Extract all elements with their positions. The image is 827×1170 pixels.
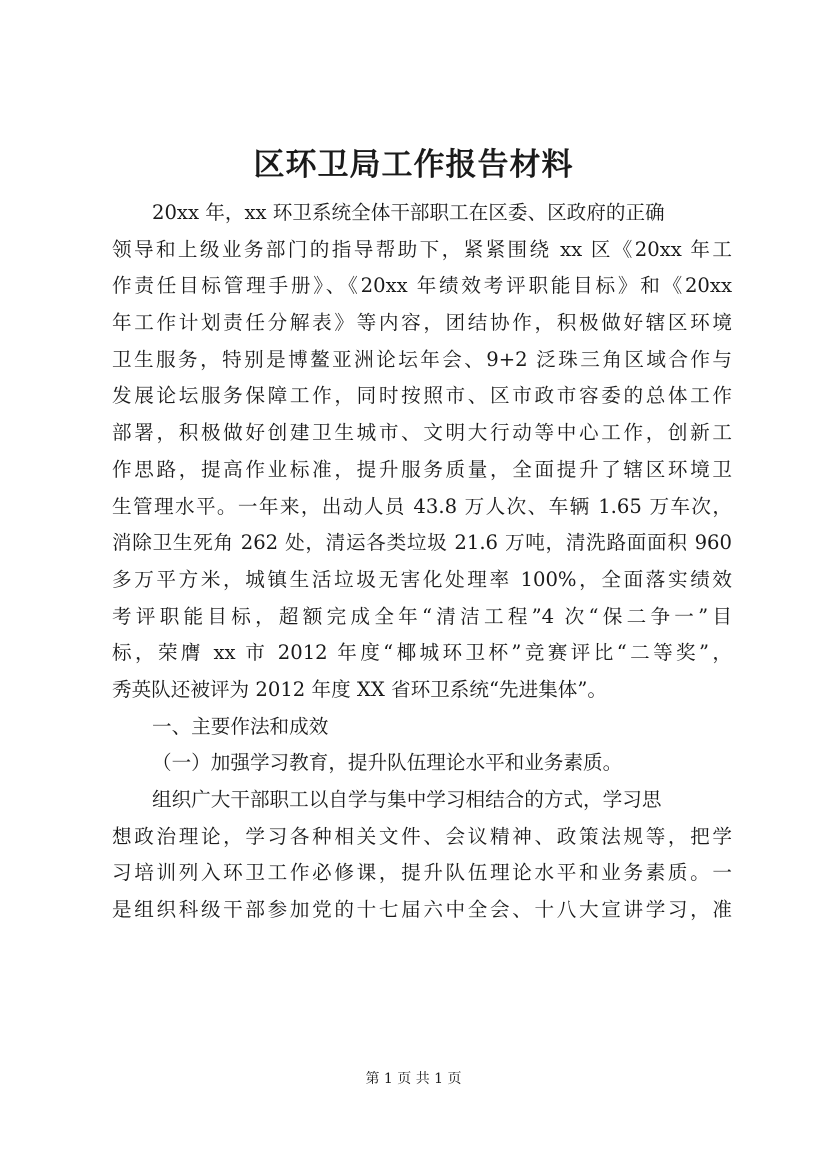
paragraph-line: 考评职能目标，超额完成全年“清洁工程”4 次“保二争一”目 (112, 604, 732, 628)
paragraph-line: 20xx 年，xx 环卫系统全体干部职工在区委、区政府的正确 (152, 201, 665, 224)
paragraph-line: 消除卫生死角 262 处，清运各类垃圾 21.6 万吨，清洗路面面积 960 (112, 531, 732, 555)
paragraph-line: 是组织科级干部参加党的十七届六中全会、十八大宣讲学习，准 (112, 898, 732, 922)
paragraph-line: 秀英队还被评为 2012 年度 XX 省环卫系统“先进集体”。 (112, 677, 607, 701)
paragraph-line: 多万平方米，城镇生活垃圾无害化处理率 100%，全面落实绩效 (112, 567, 732, 591)
subsection-heading: （一）加强学习教育，提升队伍理论水平和业务素质。 (152, 751, 623, 775)
section-heading: 一、主要作法和成效 (152, 714, 329, 738)
paragraph-line: 年工作计划责任分解表》等内容，团结协作，积极做好辖区环境 (112, 311, 732, 335)
paragraph-line: 标，荣膺 xx 市 2012 年度“椰城环卫杯”竞赛评比“二等奖”， (112, 641, 732, 665)
paragraph-line: 生管理水平。一年来，出动人员 43.8 万人次、车辆 1.65 万车次， (112, 494, 732, 518)
paragraph-line: 发展论坛服务保障工作，同时按照市、区市政市容委的总体工作 (112, 384, 732, 408)
paragraph-line: 卫生服务，特别是博鳌亚洲论坛年会、9+2 泛珠三角区域合作与 (112, 347, 732, 371)
paragraph-line: 作责任目标管理手册》、《20xx 年绩效考评职能目标》和《20xx (112, 274, 732, 298)
paragraph-line: 作思路，提高作业标准，提升服务质量，全面提升了辖区环境卫 (112, 457, 732, 481)
paragraph-line: 习培训列入环卫工作必修课，提升队伍理论水平和业务素质。一 (112, 861, 732, 885)
paragraph-line: 部署，积极做好创建卫生城市、文明大行动等中心工作，创新工 (112, 421, 732, 445)
paragraph-line: 组织广大干部职工以自学与集中学习相结合的方式，学习思 (152, 788, 662, 811)
document-body (112, 195, 732, 929)
paragraph-line: 想政治理论，学习各种相关文件、会议精神、政策法规等，把学 (112, 824, 732, 848)
paragraph-line: 领导和上级业务部门的指导帮助下，紧紧围绕 xx 区《20xx 年工 (112, 237, 732, 261)
document-title: 区环卫局工作报告材料 (253, 147, 574, 183)
page-footer: 第 1 页 共 1 页 (365, 1071, 462, 1087)
